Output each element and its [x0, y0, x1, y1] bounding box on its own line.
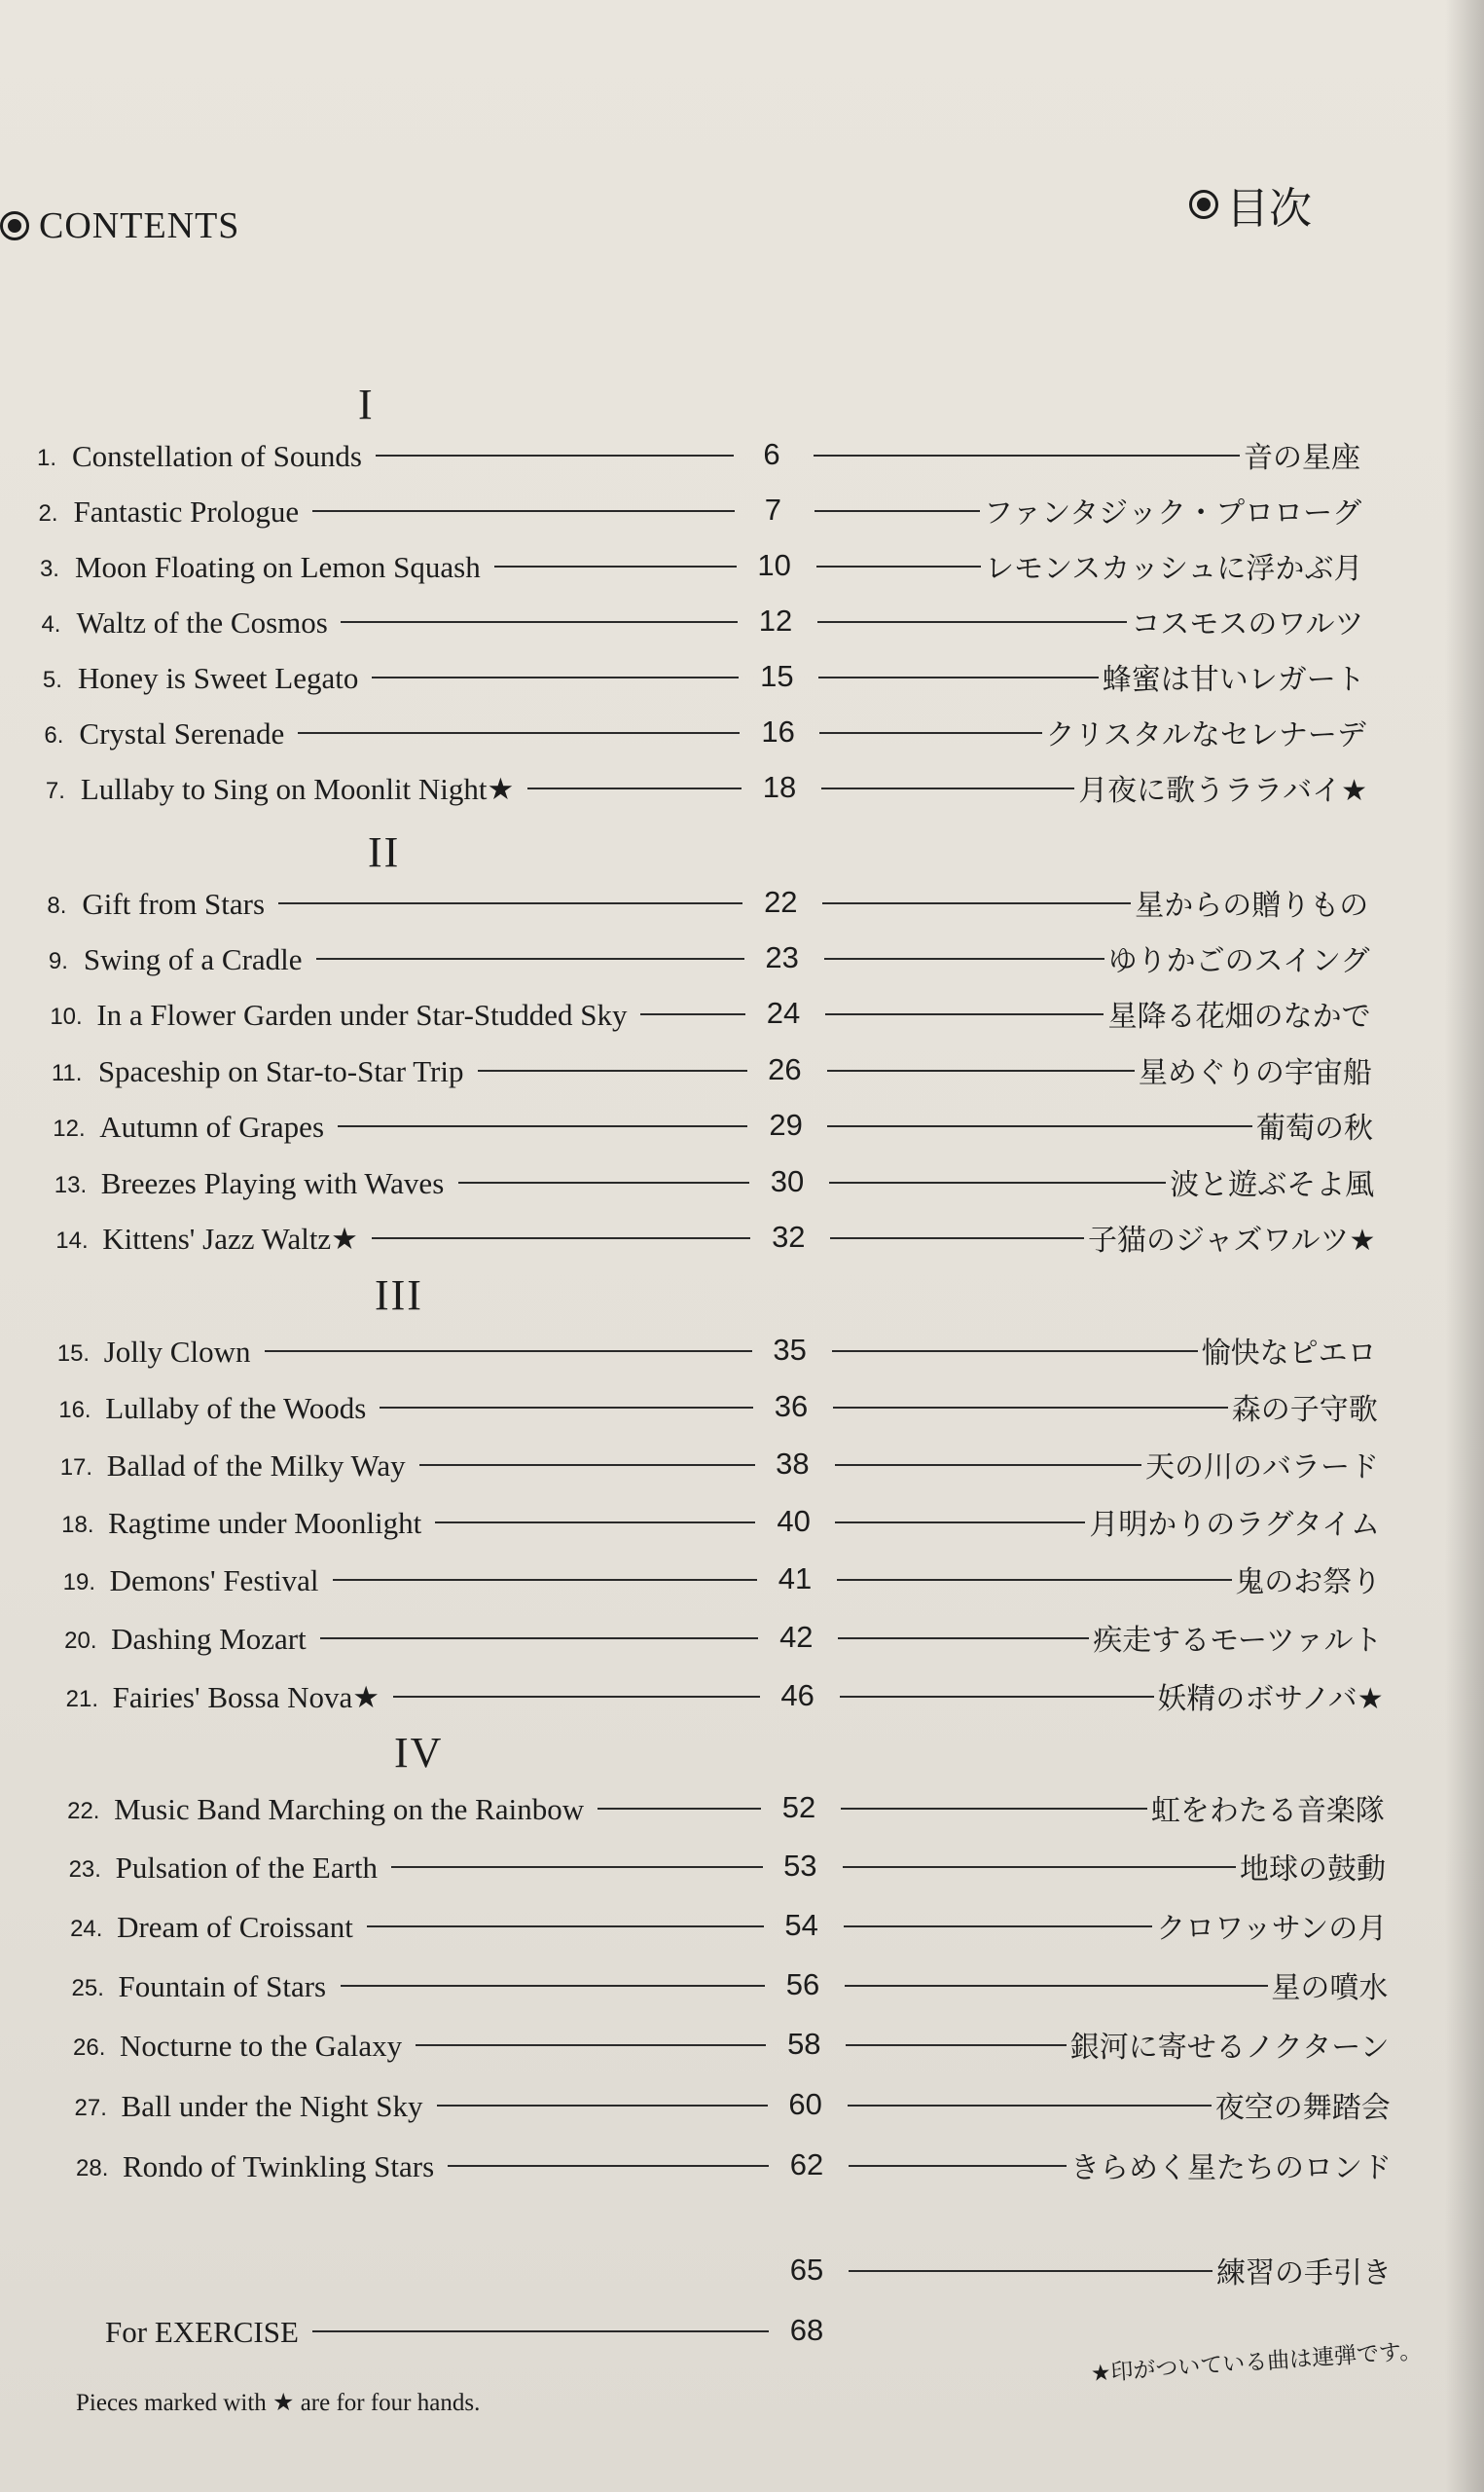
leader-line	[824, 958, 1104, 960]
entry-title-jp: 疾走するモーツァルト	[1093, 1624, 1383, 1658]
entry-number: 25.	[71, 1975, 104, 2001]
leader-line	[419, 1464, 755, 1466]
entry-title-jp: 星降る花畑のなかで	[1107, 1000, 1371, 1034]
entry-title: Waltz of the Cosmos	[76, 605, 328, 640]
entry-title: Fairies' Bossa Nova★	[112, 1680, 380, 1714]
section-label: I	[358, 381, 375, 428]
page-number: 24	[766, 996, 801, 1030]
leader-line	[814, 455, 1240, 457]
entry-number: 10.	[50, 1004, 83, 1030]
entry-title: Honey is Sweet Legato	[77, 661, 359, 695]
leader-line	[393, 1696, 760, 1698]
entry-title-jp: 鬼のお祭り	[1235, 1565, 1382, 1599]
leader-line	[846, 2044, 1067, 2046]
entry-number: 19.	[62, 1569, 96, 1595]
entry-number: 8.	[47, 893, 67, 919]
entry-number: 11.	[51, 1060, 83, 1086]
bullet-icon	[0, 211, 29, 240]
leader-line	[822, 902, 1131, 904]
toc-row	[43, 645, 1365, 700]
page-number: 62	[789, 2147, 824, 2181]
leader-line	[849, 2165, 1067, 2167]
toc-row	[44, 701, 1366, 755]
leader-line	[312, 510, 735, 512]
toc-row	[55, 1206, 1375, 1261]
page-number: 58	[787, 2027, 821, 2061]
toc-row	[40, 534, 1362, 589]
toc-row	[70, 1894, 1387, 1949]
leader-line	[312, 2330, 769, 2332]
entry-title: Breezes Playing with Waves	[100, 1166, 445, 1200]
page-number: 68	[789, 2313, 824, 2347]
leader-line	[448, 2165, 769, 2167]
leader-line	[341, 621, 738, 623]
leader-line	[372, 677, 739, 678]
entry-number: 21.	[65, 1686, 98, 1712]
entry-title: For EXERCISE	[105, 2315, 299, 2349]
entry-title: Spaceship on Star-to-Star Trip	[97, 1054, 464, 1088]
leader-line	[849, 2270, 1213, 2272]
leader-line	[376, 455, 734, 457]
contents-heading-en	[0, 204, 239, 247]
entry-number: 15.	[56, 1340, 90, 1367]
leader-line	[830, 1237, 1084, 1239]
page-number: 7	[764, 493, 781, 527]
entry-title: Demons' Festival	[109, 1563, 319, 1597]
entry-title-jp: 虹をわたる音楽隊	[1150, 1794, 1385, 1828]
toc-row	[67, 1777, 1385, 1831]
page-number: 52	[781, 1790, 816, 1824]
leader-line	[832, 1350, 1198, 1352]
entry-title-jp: 蜂蜜は甘いレガート	[1102, 663, 1365, 697]
toc-row	[54, 1151, 1374, 1205]
page-number: 6	[763, 437, 780, 471]
leader-line	[265, 1350, 752, 1352]
page-number: 42	[779, 1620, 814, 1654]
page-number: 29	[769, 1108, 803, 1142]
leader-line	[844, 1925, 1152, 1927]
entry-title: Constellation of Sounds	[72, 439, 362, 473]
entry-number: 16.	[58, 1397, 91, 1423]
leader-line	[640, 1013, 745, 1015]
leader-line	[458, 1182, 749, 1184]
page-number: 16	[761, 715, 795, 749]
page-number: 32	[772, 1220, 806, 1254]
entry-title-jp: 天の川のバラード	[1144, 1450, 1379, 1484]
entry-number: 2.	[38, 500, 58, 527]
leader-line	[840, 1696, 1154, 1698]
section-label: II	[368, 828, 401, 876]
entry-title-jp: 森の子守歌	[1231, 1393, 1378, 1427]
entry-title-jp: クリスタルなセレナーデ	[1045, 718, 1366, 752]
entry-title-jp: ゆりかごのスイング	[1107, 944, 1370, 978]
entry-number: 7.	[45, 778, 65, 804]
leader-line	[478, 1070, 747, 1072]
leader-line	[843, 1866, 1236, 1868]
page-number: 65	[789, 2253, 824, 2287]
entry-title: Lullaby of the Woods	[105, 1391, 367, 1425]
leader-line	[372, 1237, 750, 1239]
entry-title: Dream of Croissant	[117, 1910, 353, 1944]
page-number: 38	[776, 1447, 810, 1481]
entry-title: Autumn of Grapes	[99, 1110, 325, 1144]
entry-number: 9.	[48, 948, 68, 974]
page-number: 18	[762, 770, 797, 804]
leader-line	[320, 1637, 758, 1639]
page-number: 30	[770, 1164, 805, 1198]
toc-row	[50, 982, 1370, 1037]
entry-number: 4.	[41, 611, 61, 638]
entry-title: Nocturne to the Galaxy	[120, 2029, 403, 2063]
leader-line	[817, 621, 1127, 623]
toc-row	[64, 1606, 1382, 1661]
leader-line	[814, 510, 980, 512]
leader-line	[316, 958, 744, 960]
leader-line	[835, 1464, 1141, 1466]
entry-number: 17.	[59, 1454, 93, 1481]
entry-title-jp: コスモスのワルツ	[1131, 607, 1364, 641]
section-label: IV	[394, 1729, 444, 1777]
leader-line	[827, 1070, 1135, 1072]
contents-heading-jp	[1189, 173, 1312, 236]
leader-line	[437, 2105, 768, 2107]
page-number: 35	[773, 1333, 807, 1367]
footnote-jp: ★印がついている曲は連弾です。	[1090, 2338, 1423, 2388]
entry-title: Pulsation of the Earth	[115, 1851, 379, 1885]
page-number: 10	[757, 548, 791, 582]
bullet-icon	[1189, 190, 1218, 219]
toc-row	[41, 590, 1363, 644]
toc-row	[38, 479, 1361, 533]
leader-line	[338, 1125, 747, 1127]
entry-title-jp: 月夜に歌うララバイ★	[1078, 774, 1368, 808]
entry-number: 12.	[53, 1116, 86, 1142]
leader-line	[278, 902, 742, 904]
entry-number: 28.	[76, 2155, 109, 2181]
entry-title-jp: 葡萄の秋	[1256, 1112, 1374, 1146]
entry-title-jp: 子猫のジャズワルツ★	[1087, 1224, 1376, 1258]
entry-number: 23.	[68, 1856, 101, 1883]
entry-title: Moon Floating on Lemon Squash	[74, 550, 481, 584]
entry-title-jp: 夜空の舞踏会	[1214, 2091, 1391, 2125]
entry-number: 26.	[73, 2034, 106, 2061]
leader-line	[391, 1866, 763, 1868]
leader-line	[597, 1808, 761, 1810]
toc-row	[75, 2073, 1391, 2128]
entry-title: Fantastic Prologue	[73, 495, 300, 529]
entry-title: Lullaby to Sing on Moonlit Night★	[80, 772, 515, 806]
toc-row	[58, 1375, 1378, 1430]
entry-title: Crystal Serenade	[79, 716, 285, 751]
toc-row	[47, 871, 1368, 926]
entry-title-jp: ファンタジック・プロローグ	[983, 496, 1362, 531]
leader-line	[367, 1925, 764, 1927]
entry-title-jp: 地球の鼓動	[1240, 1852, 1387, 1887]
toc-row	[53, 1094, 1373, 1149]
leader-line	[819, 732, 1042, 734]
contents-heading-jp-text: 目次	[1226, 184, 1312, 234]
leader-line	[527, 788, 742, 789]
leader-line	[827, 1125, 1252, 1127]
entry-title: Ragtime under Moonlight	[108, 1506, 422, 1540]
entry-number: 1.	[37, 445, 57, 471]
toc-row	[69, 1835, 1386, 1889]
page-number: 41	[778, 1561, 813, 1595]
page-number: 53	[783, 1849, 817, 1883]
entry-title-jp: 練習の手引き	[1216, 2256, 1392, 2290]
toc-row	[52, 1039, 1372, 1093]
leader-line	[838, 1637, 1089, 1639]
entry-number: 13.	[54, 1172, 88, 1198]
toc-row	[60, 1433, 1379, 1487]
toc-row	[63, 1548, 1382, 1602]
page-number: 56	[785, 1967, 820, 2001]
contents-heading-text: CONTENTS	[39, 205, 240, 246]
entry-title: Music Band Marching on the Rainbow	[114, 1792, 585, 1826]
page-number: 54	[784, 1908, 818, 1942]
entry-title-jp: クロワッサンの月	[1156, 1912, 1388, 1946]
toc-row	[76, 2134, 1392, 2188]
entry-title-jp: 愉快なピエロ	[1201, 1337, 1377, 1371]
entry-title: Ballad of the Milky Way	[106, 1448, 406, 1483]
entry-title-jp: 星めぐりの宇宙船	[1138, 1056, 1372, 1090]
entry-title: Fountain of Stars	[118, 1969, 327, 2003]
entry-number: 24.	[70, 1916, 103, 1942]
entry-number: 6.	[44, 722, 64, 749]
entry-title-jp: 波と遊ぶそよ風	[1170, 1168, 1375, 1202]
entry-title: Jolly Clown	[103, 1335, 251, 1369]
leader-line	[845, 1985, 1268, 1987]
entry-number: 20.	[64, 1628, 97, 1654]
toc-row	[73, 2013, 1390, 2068]
page-number: 36	[774, 1389, 809, 1423]
entry-title-jp: 星の噴水	[1271, 1971, 1389, 2005]
section-label: III	[375, 1271, 423, 1319]
toc-row	[57, 1319, 1377, 1374]
entry-title-jp: 音の星座	[1244, 441, 1360, 475]
entry-title: Dashing Mozart	[111, 1622, 307, 1656]
page-number: 60	[788, 2087, 822, 2121]
leader-line	[380, 1407, 753, 1409]
entry-number: 3.	[39, 556, 59, 582]
entry-title: Gift from Stars	[82, 887, 266, 921]
leader-line	[435, 1521, 755, 1523]
entry-title-jp: きらめく星たちのロンド	[1070, 2151, 1392, 2185]
leader-line	[841, 1808, 1147, 1810]
leader-line	[825, 1013, 1104, 1015]
page-number: 40	[777, 1504, 811, 1538]
page-number: 23	[765, 940, 799, 974]
page-number: 12	[758, 604, 793, 638]
leader-line	[816, 566, 981, 568]
toc-row	[49, 927, 1370, 981]
leader-line	[416, 2044, 766, 2046]
toc-row	[72, 1954, 1389, 2008]
entry-title: Kittens' Jazz Waltz★	[102, 1222, 358, 1256]
leader-line	[494, 566, 737, 568]
leader-line	[818, 677, 1099, 678]
leader-line	[835, 1521, 1085, 1523]
entry-title-jp: 銀河に寄せるノクターン	[1069, 2031, 1390, 2065]
entry-title-jp: 妖精のボサノバ★	[1157, 1682, 1384, 1716]
entry-title-jp: 星からの贈りもの	[1135, 889, 1369, 923]
entry-number: 5.	[42, 667, 62, 693]
entry-title: Swing of a Cradle	[83, 942, 303, 976]
leader-line	[333, 1579, 757, 1581]
entry-number: 14.	[55, 1228, 89, 1254]
entry-title-jp: レモンスカッシュに浮かぶ月	[985, 552, 1363, 586]
entry-number: 18.	[61, 1512, 94, 1538]
entry-number: 22.	[67, 1798, 100, 1824]
entry-title-jp: 月明かりのラグタイム	[1089, 1508, 1381, 1542]
leader-line	[341, 1985, 765, 1987]
toc-row	[37, 423, 1360, 478]
toc-row	[66, 1665, 1384, 1719]
footnote-en: Pieces marked with ★ are for four hands.	[76, 2390, 481, 2416]
entry-title: Ball under the Night Sky	[121, 2089, 423, 2123]
page-number: 26	[768, 1052, 802, 1086]
leader-line	[833, 1407, 1228, 1409]
page-number: 22	[764, 885, 798, 919]
leader-line	[829, 1182, 1166, 1184]
entry-number: 27.	[74, 2095, 107, 2121]
entry-title: In a Flower Garden under Star-Studded Sky	[96, 998, 628, 1032]
leader-line	[298, 732, 740, 734]
leader-line	[837, 1579, 1232, 1581]
page-number: 46	[780, 1678, 814, 1712]
toc-row	[61, 1490, 1380, 1545]
entry-title: Rondo of Twinkling Stars	[123, 2149, 435, 2183]
page-number: 15	[760, 659, 794, 693]
page-edge-shadow	[1445, 0, 1484, 2492]
leader-line	[848, 2105, 1212, 2107]
toc-extra-row	[76, 2299, 1392, 2354]
toc-row	[46, 756, 1367, 811]
toc-extra-row	[76, 2239, 1392, 2293]
leader-line	[821, 788, 1074, 789]
